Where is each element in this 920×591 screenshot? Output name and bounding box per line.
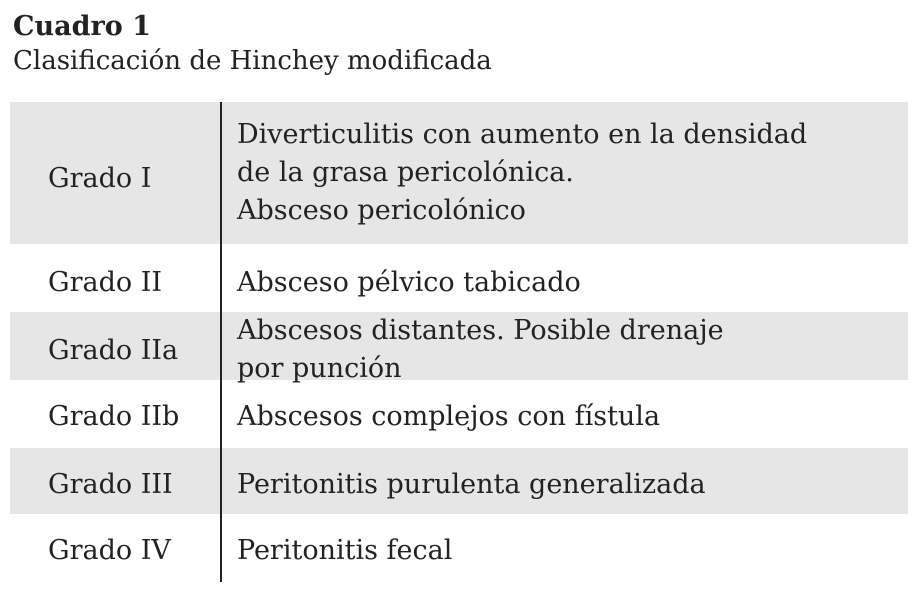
grade-description: Absceso pélvico tabicado (237, 267, 581, 298)
grade-description: Abscesos distantes. Posible drenaje por punción (237, 315, 724, 384)
grade-label: Grado IIa (48, 335, 179, 366)
table-row-grado-ii (10, 244, 908, 312)
table-row-grado-iv (10, 514, 908, 582)
grade-label: Grado III (48, 469, 173, 500)
column-divider (220, 102, 222, 582)
grade-description: Abscesos complejos con fístula (237, 401, 661, 432)
table-title: Cuadro 1 (13, 11, 151, 42)
grade-description: Peritonitis fecal (237, 535, 453, 566)
table-row-grado-iia (10, 312, 908, 384)
grade-description: Diverticulitis con aumento en la densidad de la grasa pericolónica. Absceso pericolónico (237, 119, 808, 226)
table-subtitle: Clasificación de Hinchey modificada (13, 46, 492, 76)
grade-label: Grado I (48, 163, 152, 194)
table-row-grado-iii (10, 448, 908, 514)
grade-description: Peritonitis purulenta generalizada (237, 469, 706, 500)
grade-label: Grado II (48, 267, 163, 298)
grade-label: Grado IV (48, 535, 171, 566)
grade-label: Grado IIb (48, 401, 180, 432)
table-row-grado-iib (10, 380, 908, 448)
table-row-grado-i (10, 102, 908, 244)
